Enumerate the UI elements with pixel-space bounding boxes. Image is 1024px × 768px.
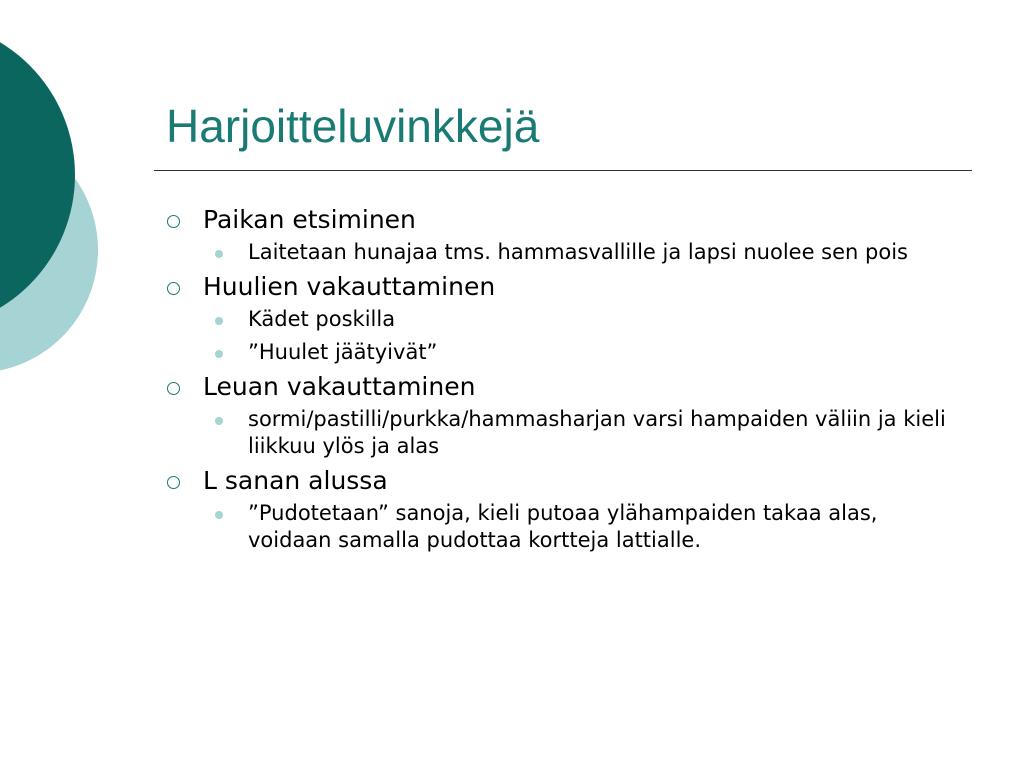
sub-list xyxy=(203,239,964,266)
decorative-circles xyxy=(0,0,110,410)
hollow-circle-icon xyxy=(167,382,180,395)
title-divider xyxy=(154,170,972,171)
sub-list-item-label: Kädet poskilla xyxy=(248,307,396,331)
sub-list-item xyxy=(203,339,964,366)
list-item-label: Paikan etsiminen xyxy=(203,205,416,234)
hollow-circle-icon xyxy=(167,476,180,489)
sub-list-item xyxy=(203,239,964,266)
sub-list-item-label: Laitetaan hunajaa tms. hammasvallille ja lapsi nuolee sen pois xyxy=(248,240,908,264)
bullet-dot-icon xyxy=(215,417,223,425)
sub-list-item xyxy=(203,500,964,554)
sub-list-item xyxy=(203,406,964,460)
sub-list-item-label: ”Pudotetaan” sanoja, kieli putoaa ylähampaiden takaa alas, voidaan samalla pudottaa kortteja lattialle. xyxy=(248,501,878,552)
sub-list-item-label: sormi/pastilli/purkka/hammasharjan varsi hampaiden väliin ja kieli liikkuu ylös ja alas xyxy=(248,407,946,458)
hollow-circle-icon xyxy=(167,282,180,295)
hollow-circle-icon xyxy=(167,215,180,228)
list-item xyxy=(164,372,964,460)
bullet-dot-icon xyxy=(215,250,223,258)
sub-list-item-label: ”Huulet jäätyivät” xyxy=(248,340,438,364)
list-item-label: Huulien vakauttaminen xyxy=(203,272,496,301)
list-item xyxy=(164,466,964,554)
sub-list xyxy=(203,500,964,554)
list-item xyxy=(164,272,964,366)
bullet-dot-icon xyxy=(215,350,223,358)
list-item-label: Leuan vakauttaminen xyxy=(203,372,476,401)
bullet-dot-icon xyxy=(215,317,223,325)
sub-list xyxy=(203,306,964,366)
slide-title: Harjoitteluvinkkejä xyxy=(166,100,540,152)
bullet-dot-icon xyxy=(215,511,223,519)
bullet-list xyxy=(164,205,964,560)
list-item xyxy=(164,205,964,266)
sub-list-item xyxy=(203,306,964,333)
list-item-label: L sanan alussa xyxy=(203,466,388,495)
sub-list xyxy=(203,406,964,460)
